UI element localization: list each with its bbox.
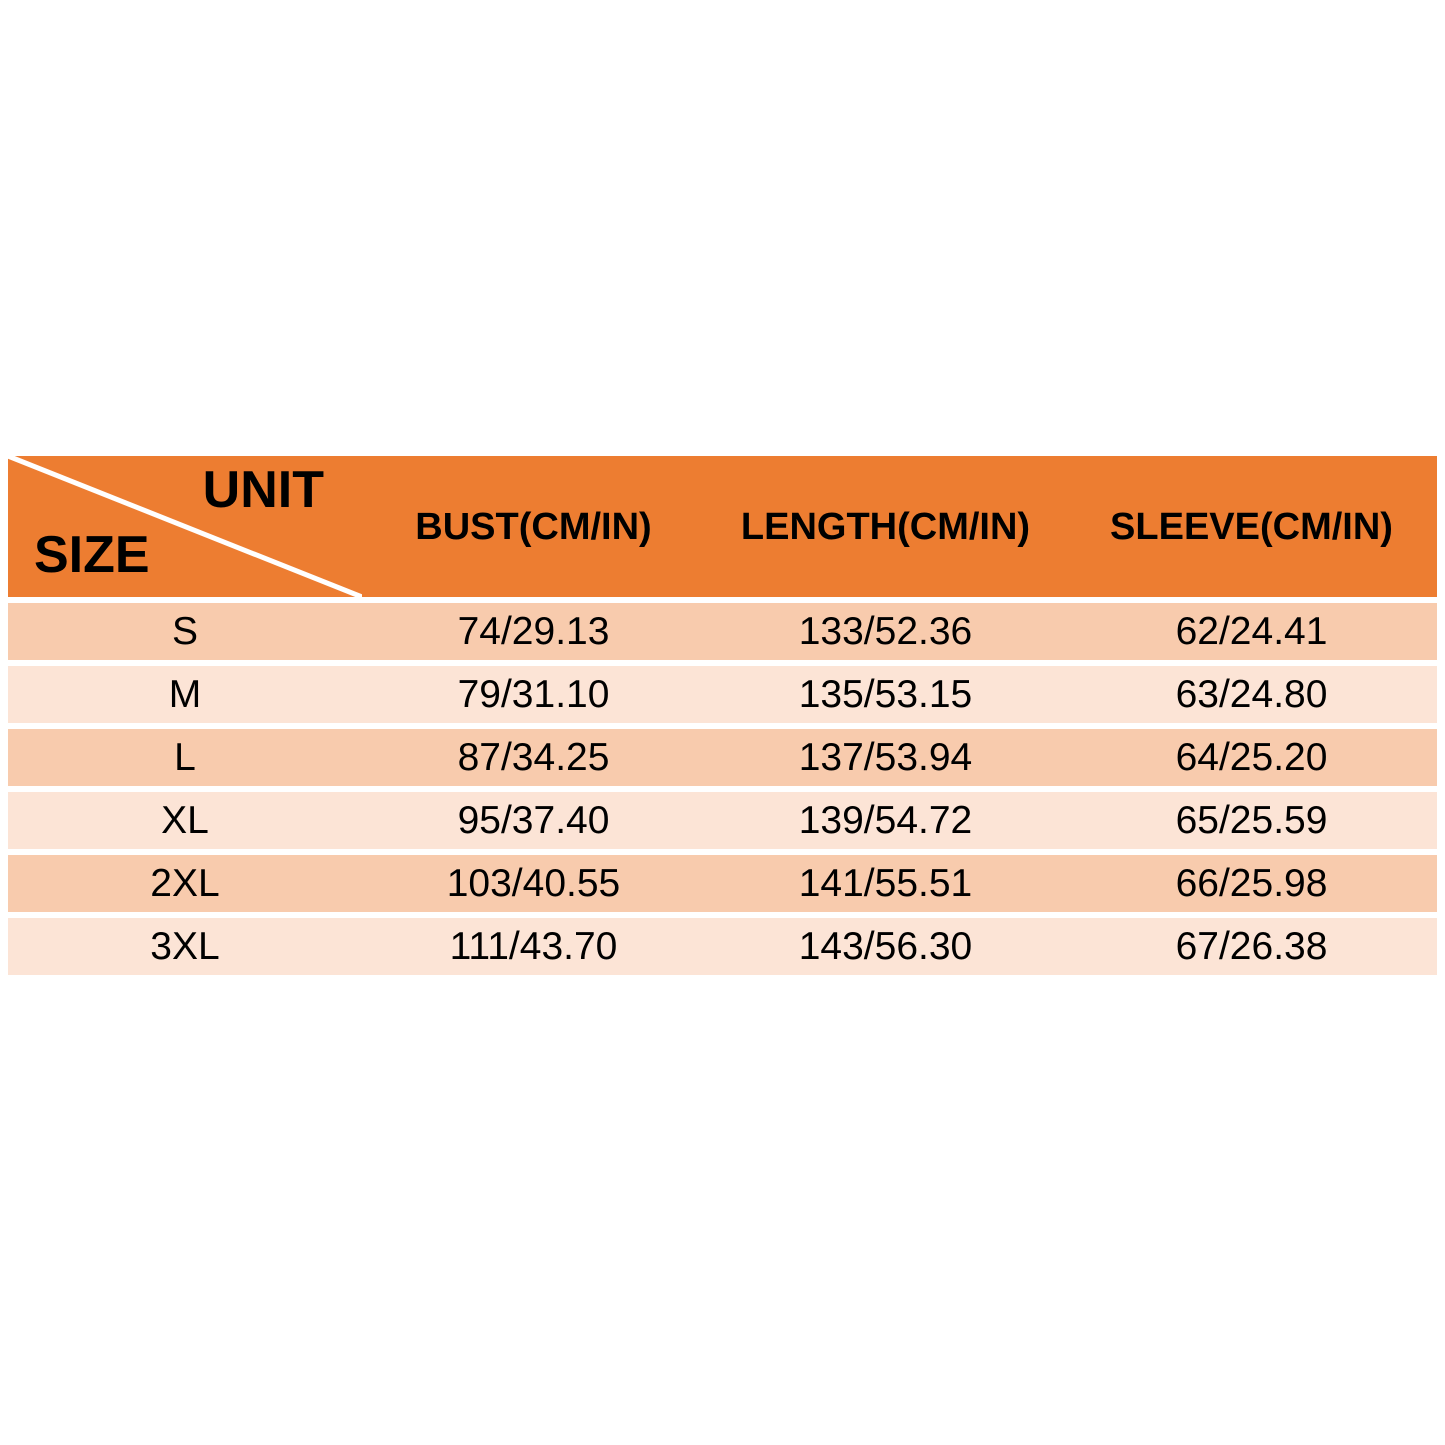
column-header-sleeve: SLEEVE(CM/IN) bbox=[1066, 456, 1437, 597]
table-row-3xl bbox=[8, 918, 1437, 975]
cell-size: M bbox=[8, 666, 362, 723]
cell-size: XL bbox=[8, 792, 362, 849]
cell-bust: 111/43.70 bbox=[362, 918, 705, 975]
cell-bust: 74/29.13 bbox=[362, 603, 705, 660]
cell-size: S bbox=[8, 603, 362, 660]
column-header-bust: BUST(CM/IN) bbox=[362, 456, 705, 597]
table-row-m bbox=[8, 666, 1437, 723]
cell-length: 139/54.72 bbox=[705, 792, 1066, 849]
cell-length: 137/53.94 bbox=[705, 729, 1066, 786]
cell-size: L bbox=[8, 729, 362, 786]
cell-length: 135/53.15 bbox=[705, 666, 1066, 723]
table-row-2xl bbox=[8, 855, 1437, 912]
corner-cell-unit-size bbox=[8, 456, 362, 597]
cell-size: 3XL bbox=[8, 918, 362, 975]
cell-bust: 87/34.25 bbox=[362, 729, 705, 786]
cell-sleeve: 65/25.59 bbox=[1066, 792, 1437, 849]
size-label: SIZE bbox=[34, 526, 150, 584]
cell-sleeve: 67/26.38 bbox=[1066, 918, 1437, 975]
cell-bust: 95/37.40 bbox=[362, 792, 705, 849]
cell-sleeve: 63/24.80 bbox=[1066, 666, 1437, 723]
header-row bbox=[8, 456, 1437, 597]
cell-length: 141/55.51 bbox=[705, 855, 1066, 912]
column-header-length: LENGTH(CM/IN) bbox=[705, 456, 1066, 597]
size-chart-table bbox=[8, 456, 1437, 975]
cell-sleeve: 64/25.20 bbox=[1066, 729, 1437, 786]
cell-length: 143/56.30 bbox=[705, 918, 1066, 975]
cell-sleeve: 66/25.98 bbox=[1066, 855, 1437, 912]
table-row-s bbox=[8, 603, 1437, 660]
cell-bust: 103/40.55 bbox=[362, 855, 705, 912]
cell-length: 133/52.36 bbox=[705, 603, 1066, 660]
table-row-l bbox=[8, 729, 1437, 786]
cell-sleeve: 62/24.41 bbox=[1066, 603, 1437, 660]
cell-size: 2XL bbox=[8, 855, 362, 912]
table-row-xl bbox=[8, 792, 1437, 849]
unit-label: UNIT bbox=[202, 461, 324, 519]
cell-bust: 79/31.10 bbox=[362, 666, 705, 723]
